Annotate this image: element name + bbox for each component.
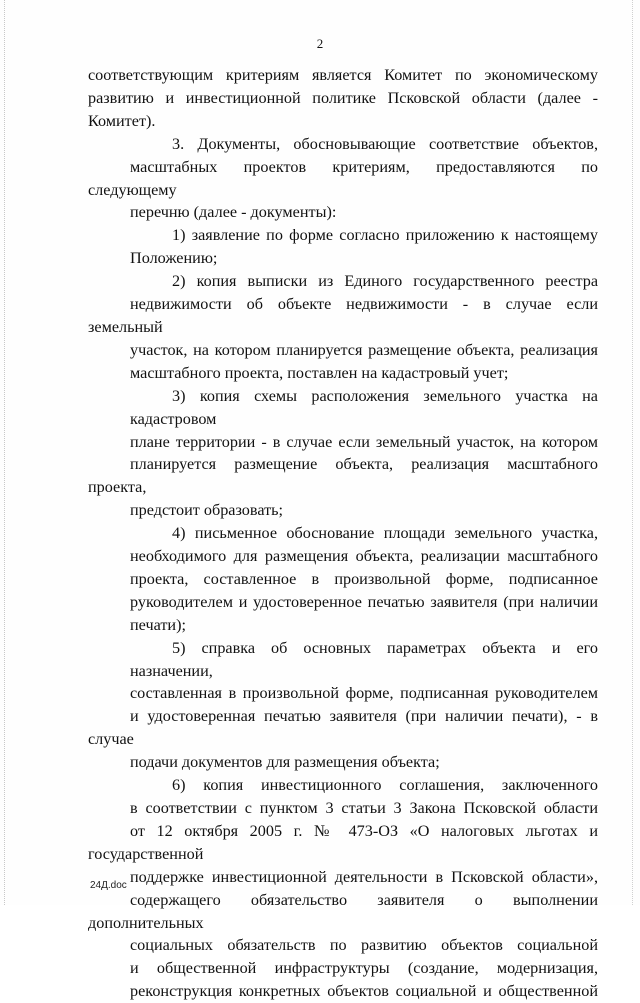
text-line: планируется размещение объекта, реализация масштабного проекта,	[88, 455, 598, 497]
list-item-3	[88, 385, 598, 522]
text-line: социальных обязательств по развитию объектов социальной	[130, 936, 598, 955]
footer-filename: 24Д.doc	[90, 880, 127, 891]
list-item-1	[88, 224, 598, 270]
text-line: Комитет).	[88, 111, 156, 130]
text-line: 2) копия выписки из Единого государственного реестра	[172, 272, 598, 291]
text-line: плане территории - в случае если земельный участок, на котором	[130, 432, 598, 451]
document-body	[88, 64, 598, 1003]
list-item-4	[88, 522, 598, 637]
text-line: 3. Документы, обосновывающие соответствие объектов,	[172, 134, 598, 153]
paragraph-continuation	[88, 64, 598, 133]
text-line: недвижимости об объекте недвижимости - в случае если земельный	[88, 295, 598, 336]
list-item-5	[88, 637, 598, 774]
text-line: содержащего обязательство заявителя о выполнении дополнительных	[88, 890, 598, 932]
text-line: от 12 октября 2005 г. № 473-ОЗ «О налоговых льготах и государственной	[88, 821, 598, 863]
paragraph-item-3	[88, 133, 598, 225]
text-line: перечню (далее - документы):	[130, 203, 337, 222]
text-line: и удостоверенная печатью заявителя (при наличии печати), - в случае	[88, 707, 598, 749]
text-line: 3) копия схемы расположения земельного участка на кадастровом	[130, 386, 598, 428]
text-line: руководителем и удостоверенное печатью заявителя (при наличии	[130, 592, 598, 611]
text-line: поддержке инвестиционной деятельности в Псковской области»,	[130, 867, 598, 886]
text-line: развитию и инвестиционной политике Псковской области (далее -	[88, 88, 598, 107]
text-line: 5) справка об основных параметрах объекта и его назначении,	[130, 638, 598, 680]
text-line: в соответствии с пунктом 3 статьи 3 Закона Псковской области	[130, 799, 598, 817]
text-line: масштабного проекта, поставлен на кадастровый учет;	[130, 363, 509, 382]
list-item-6	[88, 774, 598, 1003]
list-item-2	[88, 270, 598, 385]
text-line: 4) письменное обоснование площади земельного участка,	[172, 524, 598, 543]
text-line: Положению;	[130, 249, 218, 268]
text-line: и общественной инфраструктуры (создание, модернизация,	[130, 959, 598, 978]
text-line: 1) заявление по форме согласно приложению к настоящему	[172, 226, 598, 245]
text-line: соответствующим критериям является Комитет по экономическому	[88, 66, 598, 84]
text-line: реконструкция конкретных объектов социальной и общественной	[130, 982, 598, 1001]
text-line: проекта, составленное в произвольной форме, подписанное	[130, 569, 598, 588]
page-number: 2	[316, 36, 324, 51]
scan-edge-left	[4, 0, 6, 905]
text-line: предстоит образовать;	[130, 501, 284, 520]
text-line: составленная в произвольной форме, подписанная руководителем	[130, 684, 598, 703]
text-line: масштабных проектов критериям, предоставляются по следующему	[88, 157, 598, 199]
text-line: подачи документов для размещения объекта;	[130, 753, 440, 772]
text-line: печати);	[130, 615, 186, 634]
text-line: участок, на котором планируется размещение объекта, реализация	[130, 340, 598, 359]
text-line: 6) копия инвестиционного соглашения, заключенного	[172, 776, 598, 795]
text-line: необходимого для размещения объекта, реализации масштабного	[130, 547, 598, 566]
scan-edge-right	[632, 0, 634, 905]
